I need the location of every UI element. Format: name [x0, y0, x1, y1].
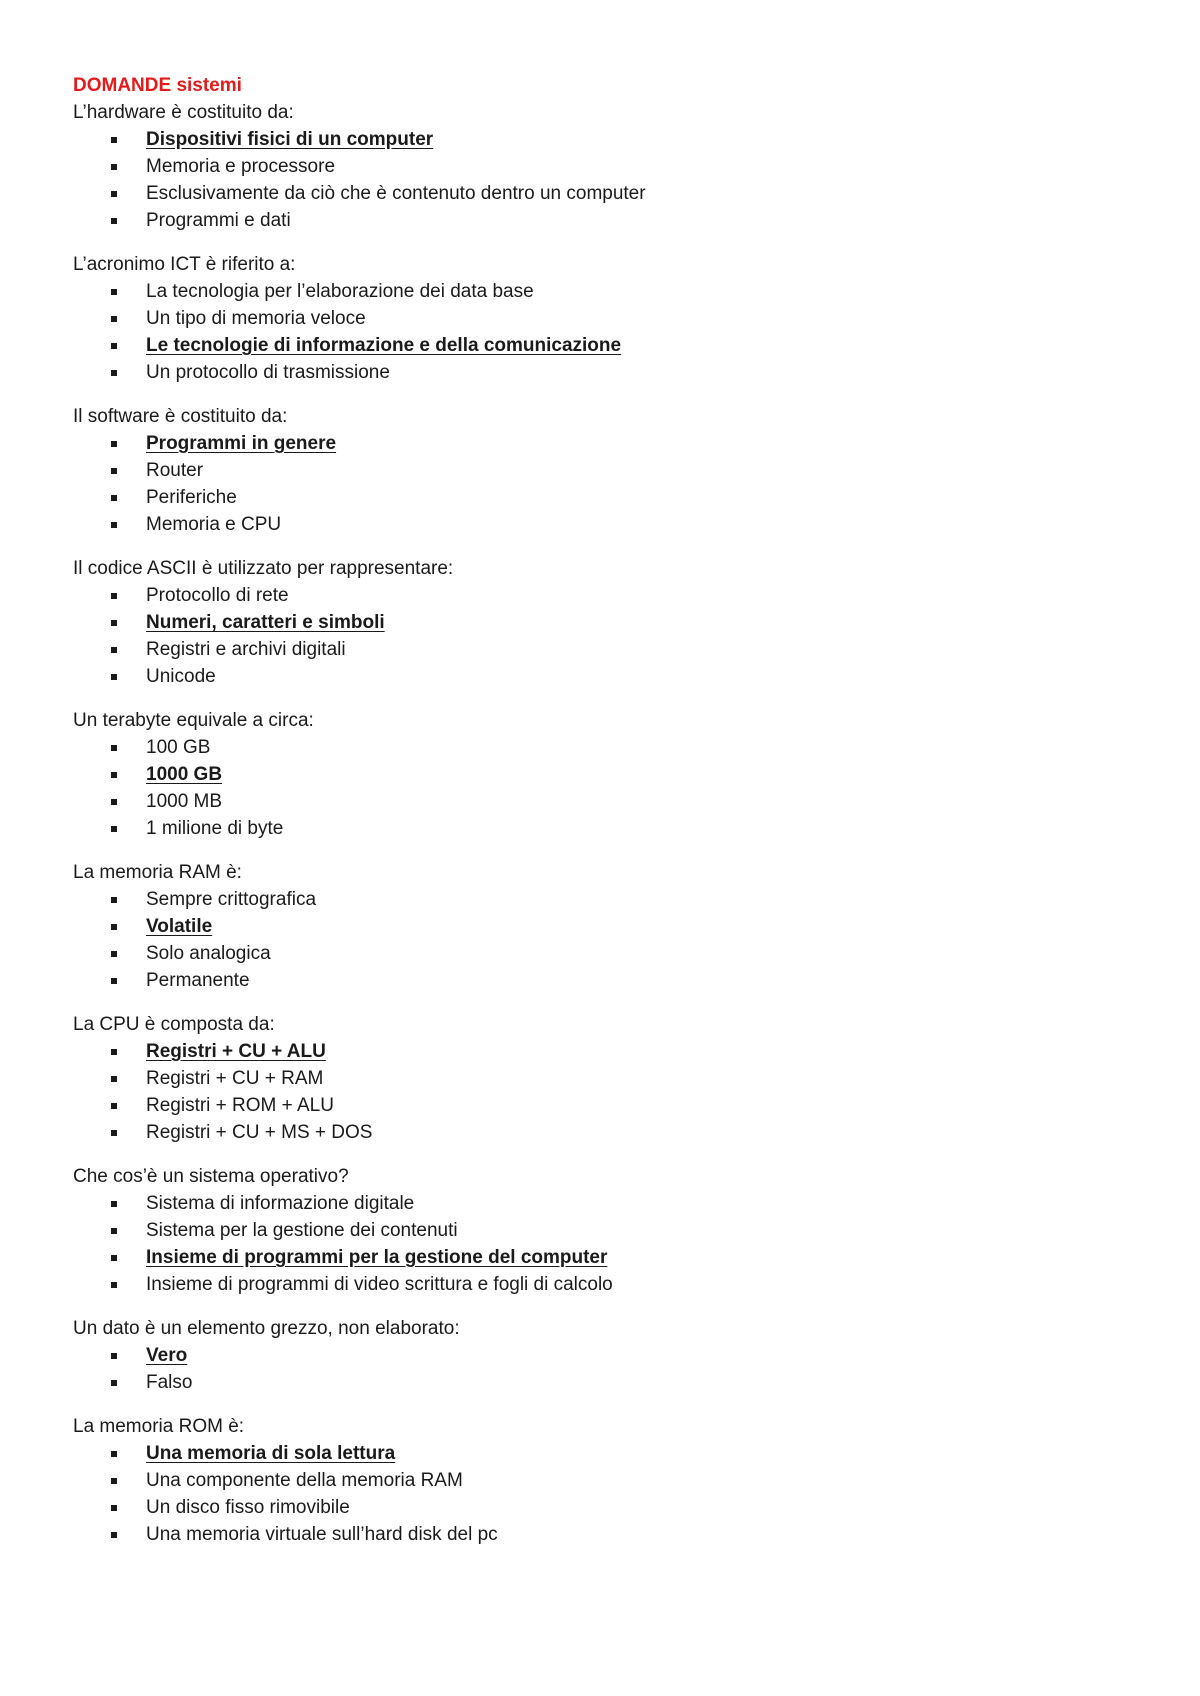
answer-option — [73, 1494, 1133, 1521]
answer-option-text: Registri + CU + ALU — [146, 1041, 326, 1062]
square-bullet-icon — [111, 951, 117, 957]
answer-option-text: Un protocollo di trasmissione — [146, 362, 390, 383]
question-text: Il codice ASCII è utilizzato per rappresentare: — [73, 558, 454, 579]
answer-options — [73, 1342, 1133, 1396]
answer-options — [73, 1440, 1133, 1548]
answer-option-text: Registri + CU + MS + DOS — [146, 1122, 373, 1143]
answer-option — [73, 1521, 1133, 1548]
answer-option — [73, 636, 1133, 663]
answer-option — [73, 940, 1133, 967]
square-bullet-icon — [111, 799, 117, 805]
answer-option-text: Permanente — [146, 970, 250, 991]
answer-option-text: La tecnologia per l’elaborazione dei data base — [146, 281, 534, 302]
answer-option-text: Un tipo di memoria veloce — [146, 308, 366, 329]
answer-options — [73, 582, 1133, 690]
question-text: L’hardware è costituito da: — [73, 102, 294, 123]
answer-option — [73, 663, 1133, 690]
square-bullet-icon — [111, 1130, 117, 1136]
answer-option-text: Protocollo di rete — [146, 585, 289, 606]
answer-options — [73, 278, 1133, 386]
square-bullet-icon — [111, 593, 117, 599]
question-block — [73, 859, 1133, 994]
square-bullet-icon — [111, 1076, 117, 1082]
answer-option-text: Una componente della memoria RAM — [146, 1470, 463, 1491]
answer-option-text: Solo analogica — [146, 943, 271, 964]
answer-option — [73, 1217, 1133, 1244]
square-bullet-icon — [111, 1201, 117, 1207]
answer-option-text: Programmi in genere — [146, 433, 337, 454]
answer-option — [73, 207, 1133, 234]
answer-option-text: 100 GB — [146, 737, 211, 758]
square-bullet-icon — [111, 1478, 117, 1484]
square-bullet-icon — [111, 191, 117, 197]
answer-option-text: Una memoria virtuale sull’hard disk del pc — [146, 1524, 498, 1545]
correct-answer-option — [73, 430, 1133, 457]
question-text: Un dato è un elemento grezzo, non elaborato: — [73, 1318, 460, 1339]
square-bullet-icon — [111, 316, 117, 322]
square-bullet-icon — [111, 1532, 117, 1538]
square-bullet-icon — [111, 468, 117, 474]
document-page — [73, 72, 1133, 1565]
answer-option — [73, 278, 1133, 305]
answer-option-text: Esclusivamente da ciò che è contenuto dentro un computer — [146, 183, 646, 204]
answer-option-text: Registri + ROM + ALU — [146, 1095, 334, 1116]
square-bullet-icon — [111, 1103, 117, 1109]
correct-answer-option — [73, 913, 1133, 940]
question-block — [73, 707, 1133, 842]
answer-option — [73, 359, 1133, 386]
answer-option — [73, 153, 1133, 180]
square-bullet-icon — [111, 745, 117, 751]
square-bullet-icon — [111, 620, 117, 626]
answer-option — [73, 1190, 1133, 1217]
answer-option — [73, 582, 1133, 609]
square-bullet-icon — [111, 137, 117, 143]
question-text: Un terabyte equivale a circa: — [73, 710, 314, 731]
question-block — [73, 1011, 1133, 1146]
answer-options — [73, 734, 1133, 842]
square-bullet-icon — [111, 1353, 117, 1359]
square-bullet-icon — [111, 1049, 117, 1055]
answer-option — [73, 457, 1133, 484]
answer-option-text: 1000 GB — [146, 764, 223, 785]
question-block — [73, 555, 1133, 690]
square-bullet-icon — [111, 1451, 117, 1457]
question-block — [73, 251, 1133, 386]
correct-answer-option — [73, 1342, 1133, 1369]
answer-option — [73, 1065, 1133, 1092]
answer-option — [73, 484, 1133, 511]
answer-option-text: Insieme di programmi per la gestione del computer — [146, 1247, 608, 1268]
answer-option-text: Volatile — [146, 916, 213, 937]
correct-answer-option — [73, 1440, 1133, 1467]
square-bullet-icon — [111, 1228, 117, 1234]
square-bullet-icon — [111, 826, 117, 832]
answer-option-text: Sistema per la gestione dei contenuti — [146, 1220, 458, 1241]
answer-option — [73, 815, 1133, 842]
answer-options — [73, 430, 1133, 538]
answer-option-text: 1000 MB — [146, 791, 223, 812]
answer-options — [73, 1038, 1133, 1146]
answer-option — [73, 511, 1133, 538]
square-bullet-icon — [111, 495, 117, 501]
question-text: La CPU è composta da: — [73, 1014, 275, 1035]
answer-options — [73, 126, 1133, 234]
document-title: DOMANDE sistemi — [73, 75, 242, 96]
correct-answer-option — [73, 609, 1133, 636]
answer-option — [73, 1092, 1133, 1119]
answer-option — [73, 305, 1133, 332]
question-text: La memoria ROM è: — [73, 1416, 245, 1437]
answer-option-text: Numeri, caratteri e simboli — [146, 612, 385, 633]
question-block — [73, 99, 1133, 234]
correct-answer-option — [73, 761, 1133, 788]
question-text: La memoria RAM è: — [73, 862, 242, 883]
answer-option-text: Registri + CU + RAM — [146, 1068, 324, 1089]
answer-option — [73, 1369, 1133, 1396]
question-list — [73, 99, 1133, 1548]
answer-option — [73, 1271, 1133, 1298]
square-bullet-icon — [111, 441, 117, 447]
square-bullet-icon — [111, 924, 117, 930]
square-bullet-icon — [111, 897, 117, 903]
question-text: Il software è costituito da: — [73, 406, 288, 427]
answer-option — [73, 1119, 1133, 1146]
question-block — [73, 403, 1133, 538]
answer-option-text: Un disco fisso rimovibile — [146, 1497, 350, 1518]
answer-option-text: Memoria e processore — [146, 156, 336, 177]
answer-option — [73, 788, 1133, 815]
square-bullet-icon — [111, 772, 117, 778]
answer-option — [73, 967, 1133, 994]
square-bullet-icon — [111, 1255, 117, 1261]
answer-options — [73, 1190, 1133, 1298]
correct-answer-option — [73, 1038, 1133, 1065]
answer-option — [73, 1467, 1133, 1494]
correct-answer-option — [73, 1244, 1133, 1271]
answer-options — [73, 886, 1133, 994]
answer-option-text: Router — [146, 460, 204, 481]
question-block — [73, 1413, 1133, 1548]
answer-option-text: Le tecnologie di informazione e della comunicazione — [146, 335, 622, 356]
answer-option-text: Una memoria di sola lettura — [146, 1443, 396, 1464]
question-block — [73, 1163, 1133, 1298]
correct-answer-option — [73, 126, 1133, 153]
square-bullet-icon — [111, 522, 117, 528]
correct-answer-option — [73, 332, 1133, 359]
answer-option — [73, 886, 1133, 913]
answer-option-text: Registri e archivi digitali — [146, 639, 346, 660]
question-text: L’acronimo ICT è riferito a: — [73, 254, 296, 275]
answer-option-text: Falso — [146, 1372, 193, 1393]
answer-option-text: Sempre crittografica — [146, 889, 317, 910]
square-bullet-icon — [111, 1505, 117, 1511]
square-bullet-icon — [111, 289, 117, 295]
square-bullet-icon — [111, 1282, 117, 1288]
answer-option — [73, 734, 1133, 761]
answer-option-text: Unicode — [146, 666, 216, 687]
square-bullet-icon — [111, 370, 117, 376]
square-bullet-icon — [111, 164, 117, 170]
answer-option-text: Memoria e CPU — [146, 514, 282, 535]
square-bullet-icon — [111, 1380, 117, 1386]
square-bullet-icon — [111, 343, 117, 349]
answer-option-text: Dispositivi fisici di un computer — [146, 129, 434, 150]
square-bullet-icon — [111, 647, 117, 653]
square-bullet-icon — [111, 674, 117, 680]
answer-option-text: Vero — [146, 1345, 188, 1366]
answer-option — [73, 180, 1133, 207]
answer-option-text: 1 milione di byte — [146, 818, 284, 839]
answer-option-text: Programmi e dati — [146, 210, 291, 231]
question-text: Che cos’è un sistema operativo? — [73, 1166, 349, 1187]
question-block — [73, 1315, 1133, 1396]
answer-option-text: Insieme di programmi di video scrittura e fogli di calcolo — [146, 1274, 613, 1295]
answer-option-text: Periferiche — [146, 487, 237, 508]
answer-option-text: Sistema di informazione digitale — [146, 1193, 415, 1214]
square-bullet-icon — [111, 218, 117, 224]
square-bullet-icon — [111, 978, 117, 984]
